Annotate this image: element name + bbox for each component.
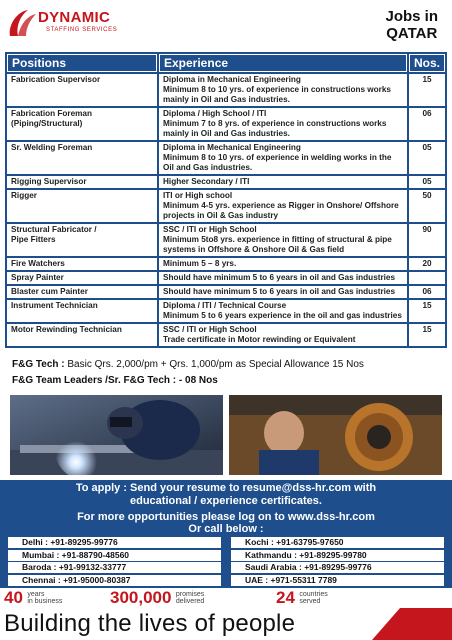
table-row: [7, 142, 445, 174]
table-row: [7, 176, 445, 188]
nos-cell: [409, 272, 445, 284]
technician-image-icon: [229, 395, 442, 475]
experience-text: Minimum 5 to 6 years experience in the oil and gas industries: [163, 311, 402, 320]
experience-text: SSC / ITI or High School: [163, 325, 257, 334]
fg-leaders-line: [12, 375, 218, 386]
title-line-1: Jobs in: [385, 8, 438, 25]
position-cell: [7, 224, 157, 256]
stats-bar: [0, 588, 452, 608]
position-text: Fire Watchers: [11, 259, 65, 268]
stat-countries-label: countries served: [299, 591, 328, 605]
experience-cell: [159, 176, 407, 188]
red-corner-decoration: [372, 608, 452, 640]
nos-cell: 20: [409, 258, 445, 270]
experience-text: Minimum 7 to 8 yrs. of experience in constructions works mainly in Oil and Gas industries.: [163, 119, 387, 138]
nos-cell: 15: [409, 300, 445, 322]
experience-cell: [159, 286, 407, 298]
header-nos: Nos.: [409, 54, 445, 72]
motor-technician-photo: [229, 395, 442, 475]
experience-text: Minimum 5to8 yrs. experience in fitting of structural & pipe systems in Offshore & Onshore Oil & Gas field: [163, 235, 392, 254]
experience-text: Diploma / High School / ITI: [163, 109, 267, 118]
nos-cell: 06: [409, 286, 445, 298]
position-cell: [7, 108, 157, 140]
header-positions: Positions: [7, 54, 157, 72]
contact-delhi[interactable]: Delhi : +91-89295-99776: [8, 537, 221, 548]
experience-text: Minimum 5 – 8 yrs.: [163, 259, 237, 268]
stat-promises-number: 300,000: [110, 588, 172, 607]
experience-cell: [159, 272, 407, 284]
stat-years-label: years in business: [27, 591, 63, 605]
experience-cell: [159, 324, 407, 346]
position-text: Fabrication Supervisor: [11, 75, 101, 84]
position-text: Instrument Technician: [11, 301, 98, 310]
position-cell: [7, 272, 157, 284]
contact-baroda[interactable]: Baroda : +91-99132-33777: [8, 562, 221, 573]
table-row: [7, 300, 445, 322]
header-experience: Experience: [159, 54, 407, 72]
table-row: [7, 286, 445, 298]
experience-text: Diploma in Mechanical Engineering: [163, 75, 301, 84]
stat-years-number: 40: [4, 588, 23, 607]
position-text: Rigger: [11, 191, 37, 200]
welder-image-icon: [10, 395, 223, 475]
nos-cell: 15: [409, 74, 445, 106]
experience-text: Should have minimum 5 to 6 years in oil and Gas industries: [163, 273, 396, 282]
position-cell: [7, 142, 157, 174]
table-body: [7, 74, 445, 346]
table-row: [7, 190, 445, 222]
tagline: Building the lives of people: [4, 610, 296, 637]
contact-uae[interactable]: UAE : +971-55311 7789: [231, 575, 444, 586]
jobs-table-wrap: [5, 52, 447, 348]
experience-cell: [159, 108, 407, 140]
table-row: [7, 224, 445, 256]
welder-photo: [10, 395, 223, 475]
table-header-row: [7, 54, 445, 72]
position-cell: [7, 300, 157, 322]
table-row: [7, 272, 445, 284]
position-text: (Piping/Structural): [11, 119, 83, 128]
stat-years: [4, 588, 62, 607]
nos-cell: 05: [409, 142, 445, 174]
experience-text: Trade certificate in Motor rewinding or Equivalent: [163, 335, 356, 344]
title-line-2: QATAR: [386, 25, 438, 42]
position-cell: [7, 74, 157, 106]
apply-line-2: educational / experience certificates.: [130, 495, 322, 507]
experience-cell: [159, 74, 407, 106]
nos-cell: 90: [409, 224, 445, 256]
position-cell: [7, 324, 157, 346]
company-name: DYNAMIC: [38, 9, 111, 26]
fg-tech-line: [12, 359, 364, 370]
table-row: [7, 324, 445, 346]
contact-saudi-arabia[interactable]: Saudi Arabia : +91-89295-99776: [231, 562, 444, 573]
experience-text: Minimum 4-5 yrs. experience as Rigger in Onshore/ Offshore projects in Oil & Gas industry: [163, 201, 399, 220]
tagline-bar: [0, 608, 452, 640]
position-cell: [7, 286, 157, 298]
table-row: [7, 74, 445, 106]
jobs-table: [5, 52, 447, 348]
experience-cell: [159, 190, 407, 222]
page-title: [385, 8, 438, 42]
position-text: Structural Fabricator /: [11, 225, 97, 234]
position-text: Motor Rewinding Technician: [11, 325, 122, 334]
nos-cell: 05: [409, 176, 445, 188]
table-row: [7, 258, 445, 270]
fg-tech-label: F&G Tech :: [12, 359, 65, 370]
position-cell: [7, 190, 157, 222]
stat-promises-label: promises delivered: [175, 591, 205, 605]
stat-countries: [276, 588, 328, 607]
nos-cell: 50: [409, 190, 445, 222]
position-text: Spray Painter: [11, 273, 64, 282]
experience-cell: [159, 300, 407, 322]
contact-mumbai[interactable]: Mumbai : +91-88790-48560: [8, 550, 221, 561]
experience-cell: [159, 142, 407, 174]
stat-promises: [110, 588, 204, 607]
header: [0, 0, 452, 50]
position-text: Blaster cum Painter: [11, 287, 88, 296]
contacts-grid: [0, 536, 452, 588]
company-subtitle: STAFFING SERVICES: [46, 27, 118, 33]
apply-banner: [0, 480, 452, 510]
position-text: Fabrication Foreman: [11, 109, 92, 118]
more-line-1: For more opportunities please log on to www.dss-hr.com: [77, 511, 375, 523]
apply-line-1: To apply : Send your resume to resume@dss-hr.com with: [75, 482, 377, 494]
experience-text: Minimum 8 to 10 yrs. of experience in welding works in the Oil and Gas industries.: [163, 153, 392, 172]
experience-cell: [159, 224, 407, 256]
company-logo[interactable]: [6, 6, 136, 40]
experience-text: ITI or High school: [163, 191, 233, 200]
contact-kathmandu[interactable]: Kathmandu : +91-89295-99780: [231, 550, 444, 561]
nos-cell: 06: [409, 108, 445, 140]
stat-countries-number: 24: [276, 588, 295, 607]
position-cell: [7, 176, 157, 188]
position-text: Rigging Supervisor: [11, 177, 87, 186]
more-opportunities-banner: [0, 510, 452, 536]
fg-leaders-text: F&G Team Leaders /Sr. F&G Tech : - 08 Nos: [12, 375, 218, 386]
experience-text: Diploma / ITI / Technical Course: [163, 301, 287, 310]
experience-text: Should have minimum 5 to 6 years in oil and Gas industries: [163, 287, 396, 296]
experience-text: Higher Secondary / ITI: [163, 177, 250, 186]
contact-kochi[interactable]: Kochi : +91-63795-97650: [231, 537, 444, 548]
experience-text: Minimum 8 to 10 yrs. of experience in constructions works mainly in Oil and Gas industries.: [163, 85, 391, 104]
position-cell: [7, 258, 157, 270]
position-text: Sr. Welding Foreman: [11, 143, 93, 152]
experience-text: SSC / ITI or High School: [163, 225, 257, 234]
logo-mark-icon: [6, 6, 38, 40]
experience-text: Diploma in Mechanical Engineering: [163, 143, 301, 152]
more-line-2: Or call below :: [188, 523, 264, 535]
contact-chennai[interactable]: Chennai : +91-95000-80387: [8, 575, 221, 586]
position-text: Pipe Fitters: [11, 235, 56, 244]
experience-cell: [159, 258, 407, 270]
nos-cell: 15: [409, 324, 445, 346]
fg-tech-text: Basic Qrs. 2,000/pm + Qrs. 1,000/pm as Special Allowance 15 Nos: [64, 359, 364, 370]
table-row: [7, 108, 445, 140]
